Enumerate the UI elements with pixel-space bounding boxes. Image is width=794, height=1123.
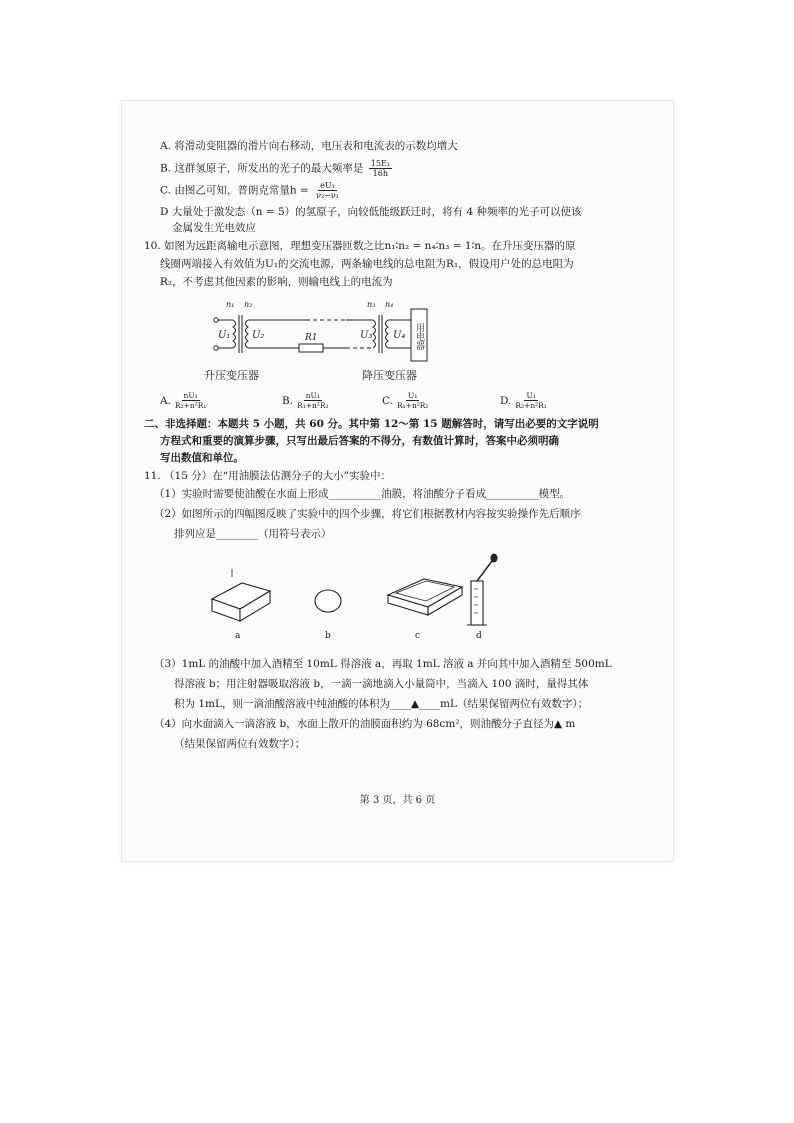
step-d-cylinder-dropper-icon bbox=[467, 554, 497, 625]
option-d-line2: 金属发生光电效应 bbox=[172, 222, 256, 234]
label-n3: n₃ bbox=[367, 300, 376, 309]
fraction-numerator: nU₁ bbox=[183, 391, 198, 400]
figure-label-c: c bbox=[415, 631, 421, 641]
label-n4: n₄ bbox=[385, 300, 394, 309]
label-n1: n₁ bbox=[226, 300, 235, 309]
section-2-heading-line1: 二、非选择题：本题共 5 小题，共 60 分。其中第 12～第 15 题解答时，请写出必要的文字说明 bbox=[144, 418, 599, 430]
answer-option-a bbox=[160, 391, 210, 410]
label-u4: U₄ bbox=[393, 330, 406, 341]
option-d-line1: D 大量处于激发态（n = 5）的氢原子，向较低能级跃迁时，将有 4 种频率的光子可以使该 bbox=[160, 206, 582, 218]
step-down-transformer-label: 降压变压器 bbox=[362, 369, 417, 382]
load-label: 用电器 bbox=[414, 323, 424, 350]
question-11-part2-line1: （2）如图所示的四幅图反映了实验中的四个步骤，将它们根据教材内容按实验操作先后顺序 bbox=[154, 508, 581, 520]
option-letter: A. bbox=[160, 394, 171, 407]
question-11-part4-line1: （4）向水面滴入一滴溶液 b，水面上散开的油膜面积约为 68cm²，则油酸分子直径为▲ m bbox=[154, 718, 576, 730]
fraction-denominator: 16h bbox=[372, 169, 389, 178]
fraction-numerator: U₁ bbox=[526, 391, 536, 400]
option-b-line bbox=[160, 159, 394, 178]
label-u3: U₃ bbox=[360, 330, 373, 341]
option-a-line: A. 将滑动变阻器的滑片向右移动，电压表和电流表的示数均增大 bbox=[160, 140, 458, 152]
option-b-text: B. 这群氢原子，所发出的光子的最大频率是 bbox=[160, 162, 364, 175]
option-c-fraction bbox=[314, 181, 341, 200]
option-fraction bbox=[295, 391, 330, 410]
option-fraction bbox=[173, 391, 208, 410]
label-r1: R1 bbox=[305, 333, 318, 343]
answer-option-b bbox=[282, 391, 333, 410]
step-c-glass-plate-icon bbox=[388, 579, 462, 615]
option-fraction bbox=[395, 391, 430, 410]
label-n2: n₂ bbox=[244, 300, 253, 309]
question-11-part2-line2: 排列应是________（用符号表示） bbox=[174, 528, 332, 540]
figure-label-a: a bbox=[235, 631, 241, 641]
question-11-part3-line3: 积为 1mL，则一滴油酸溶液中纯油酸的体积为____▲____mL（结果保留两位有效数字）； bbox=[174, 698, 589, 710]
step-up-transformer-label: 升压变压器 bbox=[204, 369, 259, 382]
experiment-steps-figure bbox=[202, 551, 502, 641]
label-u2: U₂ bbox=[252, 330, 265, 341]
fraction-denominator: R₁+n²R₂ bbox=[397, 401, 429, 410]
fraction-denominator: R₂+n²R₁ bbox=[515, 401, 547, 410]
fraction-numerator: nU₁ bbox=[305, 391, 320, 400]
exam-page bbox=[121, 100, 674, 862]
option-letter: B. bbox=[282, 394, 294, 407]
transmission-circuit-diagram bbox=[207, 293, 472, 379]
question-10-line3: R₂，不考虑其他因素的影响，则输电线上的电流为 bbox=[160, 276, 393, 288]
question-11-part1: （1）实验时需要使油酸在水面上形成__________油膜，将油酸分子看成__________模型。 bbox=[154, 488, 571, 500]
option-c-text: C. 由图乙可知，普朗克常量h = bbox=[160, 184, 309, 197]
option-letter: D. bbox=[500, 394, 512, 407]
option-c-line bbox=[160, 181, 343, 200]
question-11-part4-line2: （结果保留两位有效数字）； bbox=[174, 738, 306, 750]
section-2-heading-line3: 写出数值和单位。 bbox=[160, 452, 244, 464]
option-fraction bbox=[513, 391, 548, 410]
answer-option-d bbox=[500, 391, 551, 410]
answer-option-c bbox=[382, 391, 432, 410]
fraction-numerator: 15E₁ bbox=[370, 159, 390, 168]
fraction-denominator: R₁+n²R₂ bbox=[297, 401, 329, 410]
question-11-part3-line1: （3）1mL 的油酸中加入酒精至 10mL 得溶液 a，再取 1mL 溶液 a 并向其中加入酒精至 500mL bbox=[154, 658, 612, 670]
question-10-line1: 10. 如图为远距离输电示意图，理想变压器匝数之比n₁∶n₂ = n₄∶n₃ = 1∶n。在升压变压器的原 bbox=[144, 240, 576, 252]
fraction-numerator: U₁ bbox=[408, 391, 418, 400]
fraction-numerator: eU₁ bbox=[320, 181, 335, 190]
option-b-fraction bbox=[369, 159, 392, 178]
fraction-denominator: ν₂−ν₁ bbox=[316, 191, 339, 200]
label-u1: U₁ bbox=[218, 330, 231, 341]
step-a-tray-icon bbox=[212, 569, 270, 621]
step-b-oil-film-icon bbox=[315, 590, 341, 612]
option-letter: C. bbox=[382, 394, 393, 407]
question-11-part3-line2: 得溶液 b；用注射器吸取溶液 b，一滴一滴地滴入小量筒中，当滴入 100 滴时，量得其体 bbox=[174, 678, 589, 690]
page-footer: 第 3 页，共 6 页 bbox=[359, 795, 436, 806]
figure-label-b: b bbox=[325, 631, 331, 641]
question-11-heading: 11. （15 分）在“用油膜法估测分子的大小”实验中： bbox=[144, 470, 391, 482]
figure-label-d: d bbox=[476, 631, 482, 641]
fraction-denominator: R₂+n²R₁ bbox=[174, 401, 207, 410]
section-2-heading-line2: 方程式和重要的演算步骤，只写出最后答案的不得分，有数值计算时，答案中必须明确 bbox=[160, 435, 559, 447]
question-10-line2: 线圈两端接入有效值为U₁的交流电源，两条输电线的总电阻为R₁，假设用户处的总电阻为 bbox=[160, 258, 574, 270]
